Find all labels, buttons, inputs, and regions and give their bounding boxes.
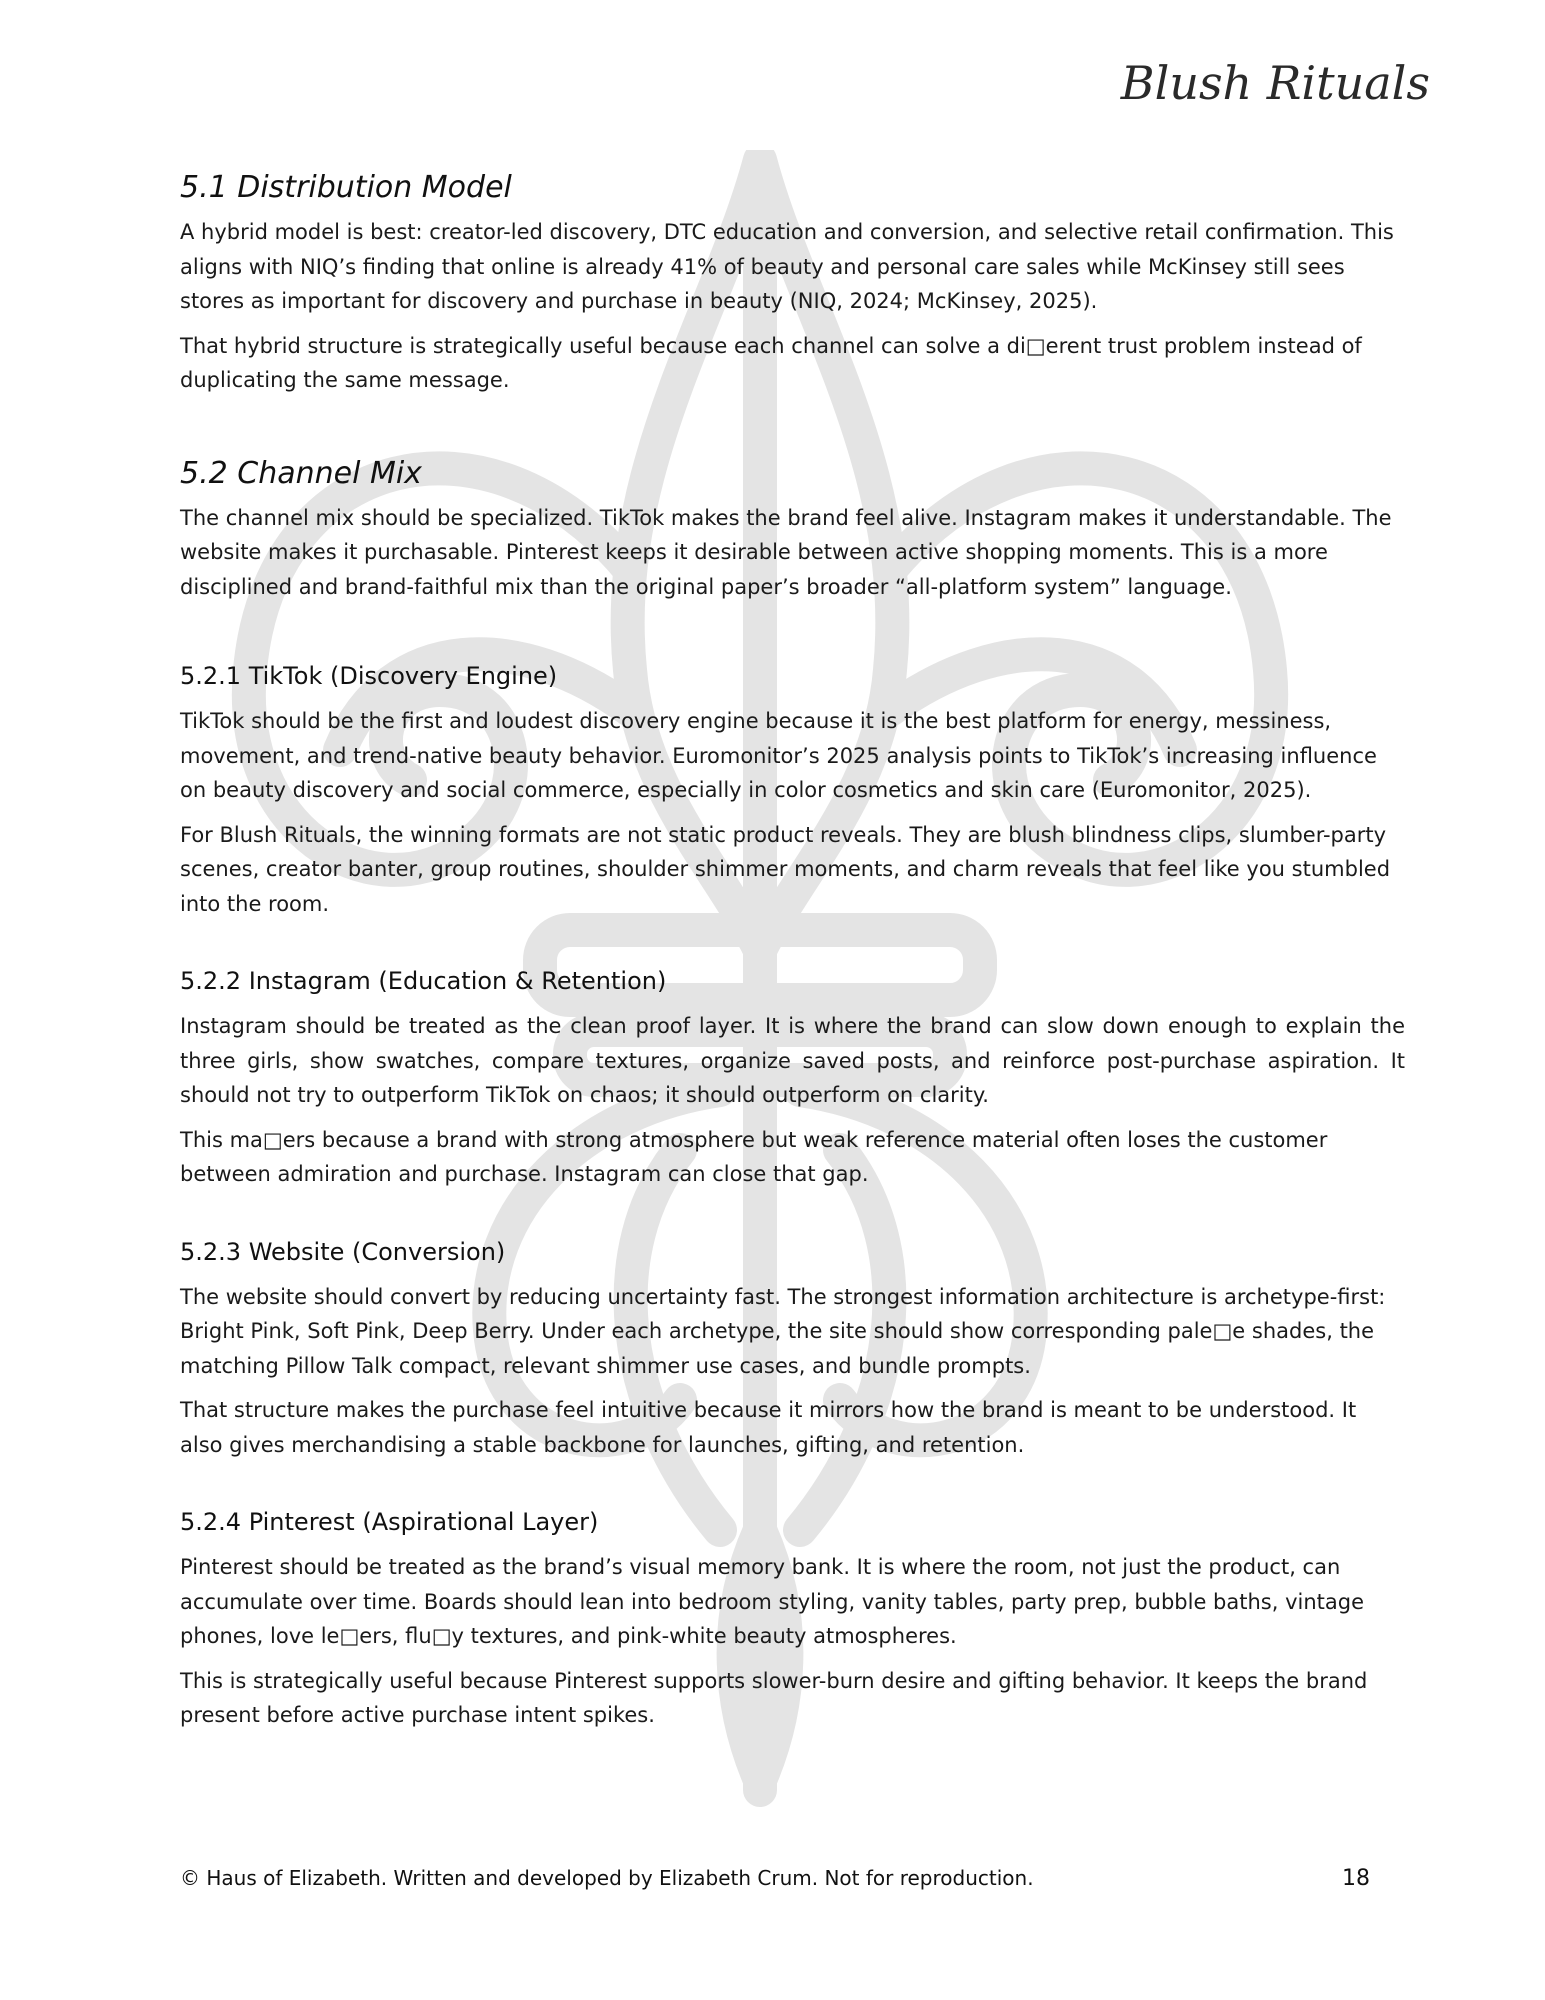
subsection-title-5-2-1: 5.2.1 TikTok (Discovery Engine) [180,662,558,690]
page-number: 18 [1342,1866,1370,1891]
paragraph: Pinterest should be treated as the brand’s visual memory bank. It is where the room, not just the product, can accumulate over time. Boards should lean into bedroom styling, vanity tables, party prep, bubble baths, vintage phones, love le□ers, flu□y textures, and pink-white beauty atmospheres. [180,1555,1365,1648]
paragraph: This is strategically useful because Pinterest supports slower-burn desire and gifting behavior. It keeps the brand present before active purchase intent spikes. [180,1668,1368,1727]
paragraph: Instagram should be treated as the clean proof layer. It is where the brand can slow down enough to explain the three girls, show swatches, compare textures, organize saved posts, and reinforce post-purchase aspiration. It should not try to outperform TikTok on chaos; it should outperform on clarity. [180,1014,1405,1107]
paragraph: This ma□ers because a brand with strong atmosphere but weak reference material often loses the customer between admiration and purchase. Instagram can close that gap. [180,1127,1328,1186]
section-title-5-1: 5.1 Distribution Model [180,170,512,205]
paragraph: The website should convert by reducing uncertainty fast. The strongest information architecture is archetype-first: Bright Pink, Soft Pink, Deep Berry. Under each archetype, the site should show corresponding pale□e shades, the matching Pillow Talk compact, relevant shimmer use cases, and bundle prompts. [180,1284,1386,1378]
paragraph: TikTok should be the first and loudest discovery engine because it is the best platform for energy, messiness, movement, and trend-native beauty behavior. Euromonitor’s 2025 analysis points to TikTok’s increasing influence on beauty discovery and social commerce, especially in color cosmetics and skin care (Euromonitor, 2025). [180,709,1377,802]
brand-logo: Blush Rituals [1120,56,1430,110]
paragraph: A hybrid model is best: creator-led discovery, DTC education and conversion, and selective retail confirmation. This aligns with NIQ’s finding that online is already 41% of beauty and personal care sales while McKinsey still sees stores as important for discovery and purchase in beauty (NIQ, 2024; McKinsey, 2025). [180,220,1394,313]
paragraph: The channel mix should be specialized. TikTok makes the brand feel alive. Instagram makes it understandable. The website makes it purchasable. Pinterest keeps it desirable between active shopping moments. This is a more disciplined and brand-faithful mix than the original paper’s broader “all-platform system” language. [180,505,1392,599]
paragraph: That hybrid structure is strategically useful because each channel can solve a di□erent trust problem instead of duplicating the same message. [180,333,1362,392]
document-body [180,170,1405,1743]
subsection-title-5-2-4: 5.2.4 Pinterest (Aspirational Layer) [180,1508,599,1536]
footer-copyright: © Haus of Elizabeth. Written and developed by Elizabeth Crum. Not for reproduction. [180,1866,1034,1890]
paragraph: For Blush Rituals, the winning formats are not static product reveals. They are blush blindness clips, slumber-party scenes, creator banter, group routines, shoulder shimmer moments, and charm reveals that feel like you stumbled into the room. [180,822,1391,916]
section-title-5-2: 5.2 Channel Mix [180,455,422,491]
subsection-title-5-2-3: 5.2.3 Website (Conversion) [180,1237,506,1266]
subsection-title-5-2-2: 5.2.2 Instagram (Education & Retention) [180,967,667,995]
paragraph: That structure makes the purchase feel intuitive because it mirrors how the brand is meant to be understood. It also gives merchandising a stable backbone for launches, gifting, and retention. [180,1398,1357,1457]
